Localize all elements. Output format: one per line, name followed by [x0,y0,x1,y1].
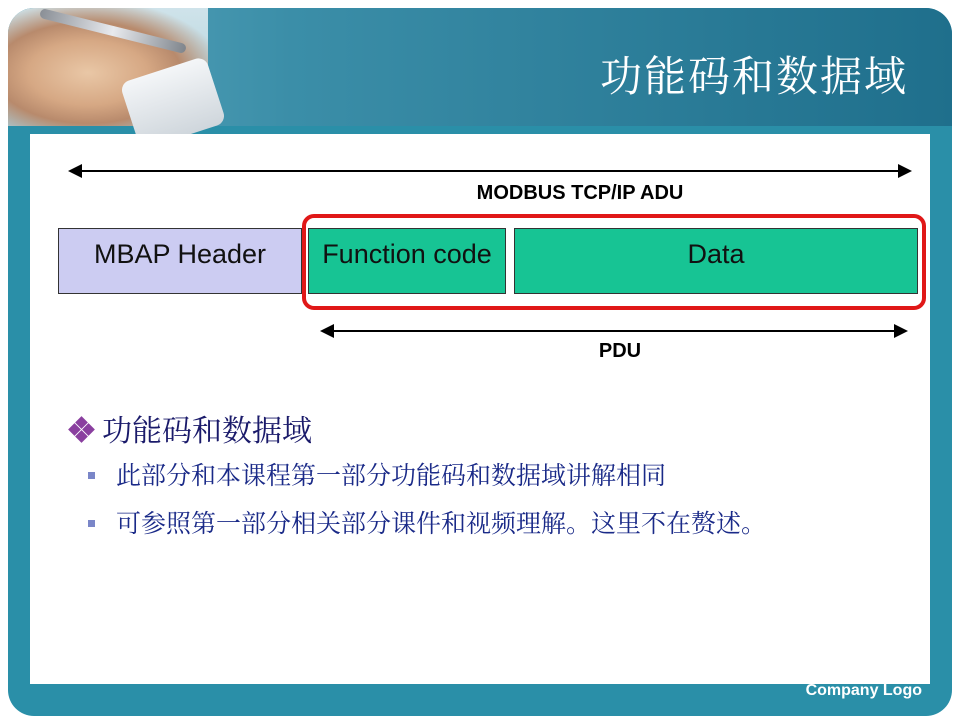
pen-graphic [39,8,187,54]
mbap-header-box: MBAP Header [58,228,302,294]
company-logo [750,649,922,700]
square-bullet-icon [88,520,95,527]
data-box: Data [514,228,918,294]
main-bullet-text: 功能码和数据域 [102,414,312,449]
main-bullet [70,406,312,450]
slide-frame [8,8,952,716]
company-logo-text: Company Logo [805,682,922,699]
wechat-icon [750,652,784,678]
sub-bullet [116,458,896,494]
adu-label: MODBUS TCP/IP ADU [476,182,684,204]
diamond-bullet-icon [70,418,94,442]
sub-bullet-text: 可参照第一部分相关部分课件和视频理解。这里不在赘述。 [116,509,767,538]
square-bullet-icon [88,472,95,479]
sub-bullet [116,506,876,542]
adu-arrow [70,170,910,172]
hand-pen-photo [8,8,208,126]
header-band [8,8,952,126]
watermark-text: 嵌入式程序猿 [789,654,922,679]
pdu-arrow [322,330,906,332]
function-code-box: Function code [308,228,506,294]
pdu-highlight-frame [302,214,926,310]
slide-title: 功能码和数据域 [599,52,908,101]
pdu-label: PDU [598,340,642,362]
slide-content [30,134,930,684]
sub-bullet-text: 此部分和本课程第一部分功能码和数据域讲解相同 [116,461,667,490]
